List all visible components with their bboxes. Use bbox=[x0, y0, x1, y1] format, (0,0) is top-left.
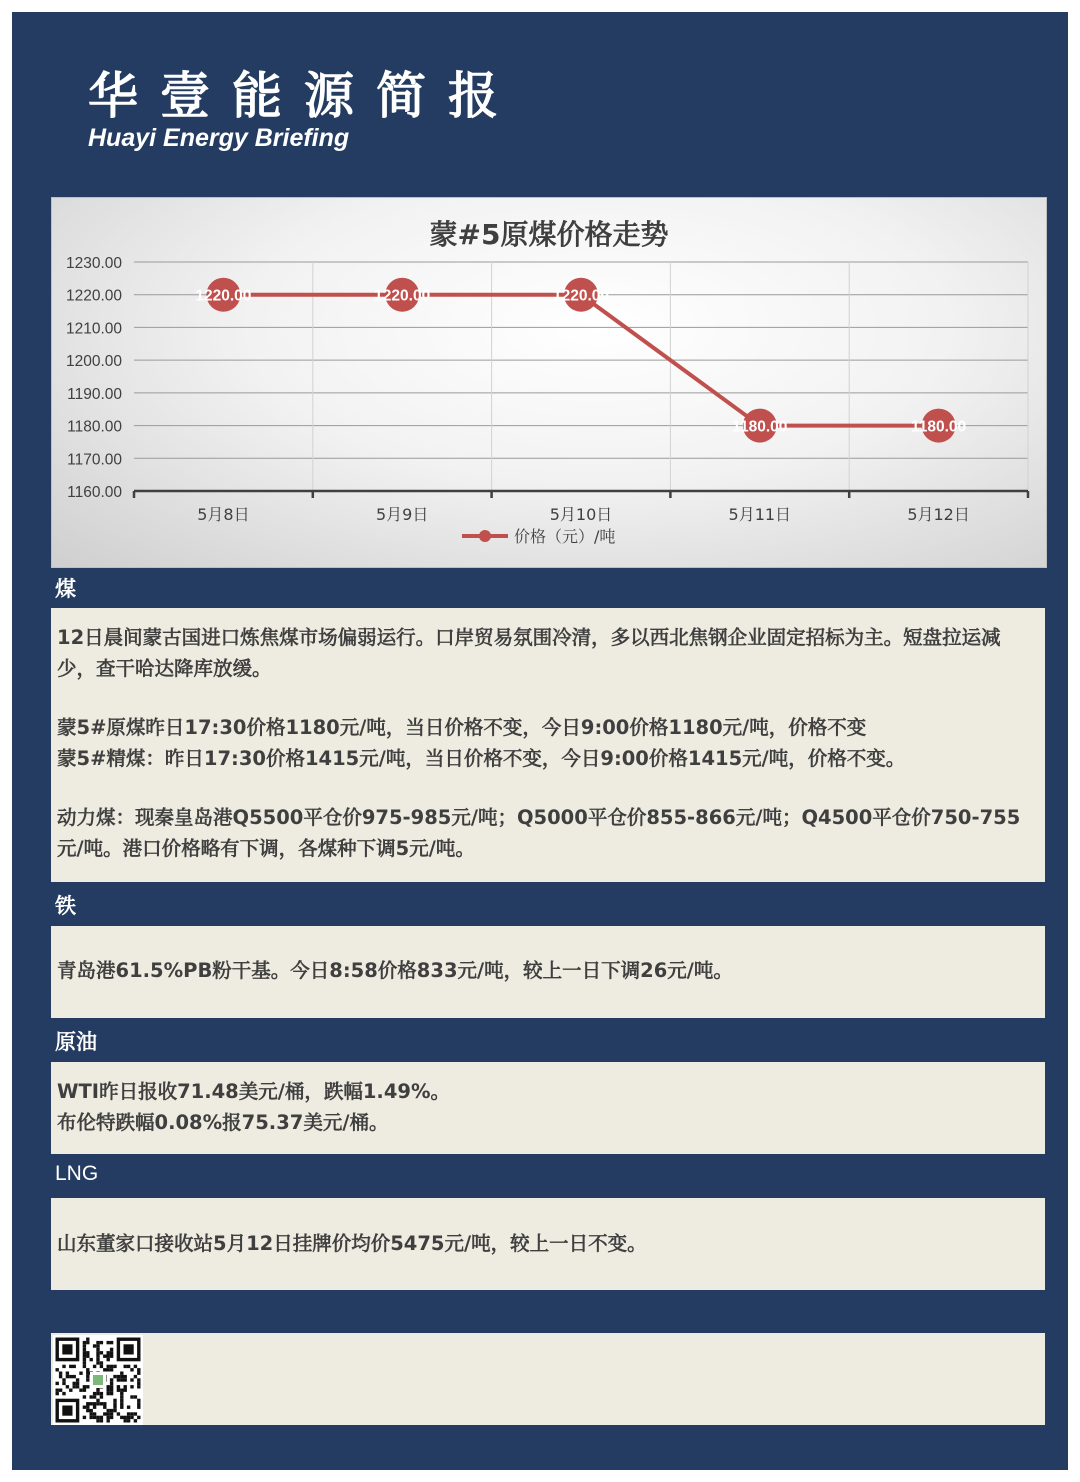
y-tick-label: 1180.00 bbox=[67, 418, 122, 436]
coal-paragraph-1: 12日晨间蒙古国进口炼焦煤市场偏弱运行。口岸贸易氛围冷清，多以西北焦钢企业固定招标为主。短盘拉运减少，查干哈达降库放缓。 bbox=[57, 626, 1001, 680]
coal-paragraph-3: 蒙5#精煤：昨日17:30价格1415元/吨，当日价格不变，今日9:00价格1415元/吨，价格不变。 bbox=[57, 747, 906, 770]
y-tick-label: 1170.00 bbox=[67, 451, 122, 469]
legend-label: 价格（元）/吨 bbox=[514, 527, 616, 546]
footer-panel bbox=[51, 1333, 1045, 1425]
y-tick-label: 1230.00 bbox=[65, 255, 122, 272]
page-subtitle: Huayi Energy Briefing bbox=[88, 124, 350, 152]
price-chart-svg bbox=[52, 198, 1046, 567]
qr-code-icon bbox=[53, 1335, 143, 1425]
coal-paragraph-4: 动力煤：现秦皇岛港Q5500平仓价975-985元/吨；Q5000平仓价855-866元/吨；Q4500平仓价750-755元/吨。港口价格略有下调，各煤种下调5元/吨。 bbox=[57, 806, 1021, 860]
section-label-iron: 铁 bbox=[55, 894, 76, 918]
x-tick-label: 5月9日 bbox=[376, 505, 429, 524]
y-tick-label: 1160.00 bbox=[67, 484, 122, 501]
section-label-lng: LNG bbox=[55, 1162, 99, 1185]
iron-paragraph-1: 青岛港61.5%PB粉干基。今日8:58价格833元/吨，较上一日下调26元/吨。 bbox=[57, 959, 733, 982]
oil-paragraph-2: 布伦特跌幅0.08%报75.37美元/桶。 bbox=[57, 1111, 389, 1134]
price-chart bbox=[51, 197, 1047, 568]
section-label-coal: 煤 bbox=[55, 577, 76, 601]
data-label: 1180.00 bbox=[911, 418, 967, 436]
oil-paragraph-1: WTI昨日报收71.48美元/桶，跌幅1.49%。 bbox=[57, 1080, 451, 1103]
y-tick-label: 1200.00 bbox=[65, 353, 122, 371]
chart-title: 蒙#5原煤价格走势 bbox=[429, 218, 669, 251]
data-label: 1220.00 bbox=[374, 287, 431, 305]
data-label: 1220.00 bbox=[552, 287, 610, 305]
coal-panel bbox=[51, 608, 1045, 882]
page-title: 华壹能源简报 bbox=[88, 67, 520, 125]
x-tick-label: 5月8日 bbox=[197, 505, 250, 524]
legend-marker bbox=[479, 530, 491, 542]
y-tick-label: 1220.00 bbox=[65, 287, 122, 305]
y-tick-label: 1190.00 bbox=[67, 385, 122, 403]
data-label: 1220.00 bbox=[195, 287, 252, 305]
section-label-oil: 原油 bbox=[55, 1030, 97, 1054]
coal-paragraph-2: 蒙5#原煤昨日17:30价格1180元/吨，当日价格不变，今日9:00价格1180元/吨，价格不变 bbox=[57, 716, 867, 739]
lng-panel bbox=[51, 1198, 1045, 1290]
x-tick-label: 5月12日 bbox=[907, 505, 970, 524]
qr-code[interactable] bbox=[53, 1335, 143, 1425]
oil-panel bbox=[51, 1062, 1045, 1154]
iron-panel bbox=[51, 926, 1045, 1018]
lng-paragraph-1: 山东董家口接收站5月12日挂牌价均价5475元/吨，较上一日不变。 bbox=[57, 1232, 647, 1255]
data-label: 1180.00 bbox=[732, 418, 788, 436]
y-tick-label: 1210.00 bbox=[65, 320, 122, 338]
x-tick-label: 5月10日 bbox=[549, 505, 613, 524]
x-tick-label: 5月11日 bbox=[728, 505, 792, 524]
